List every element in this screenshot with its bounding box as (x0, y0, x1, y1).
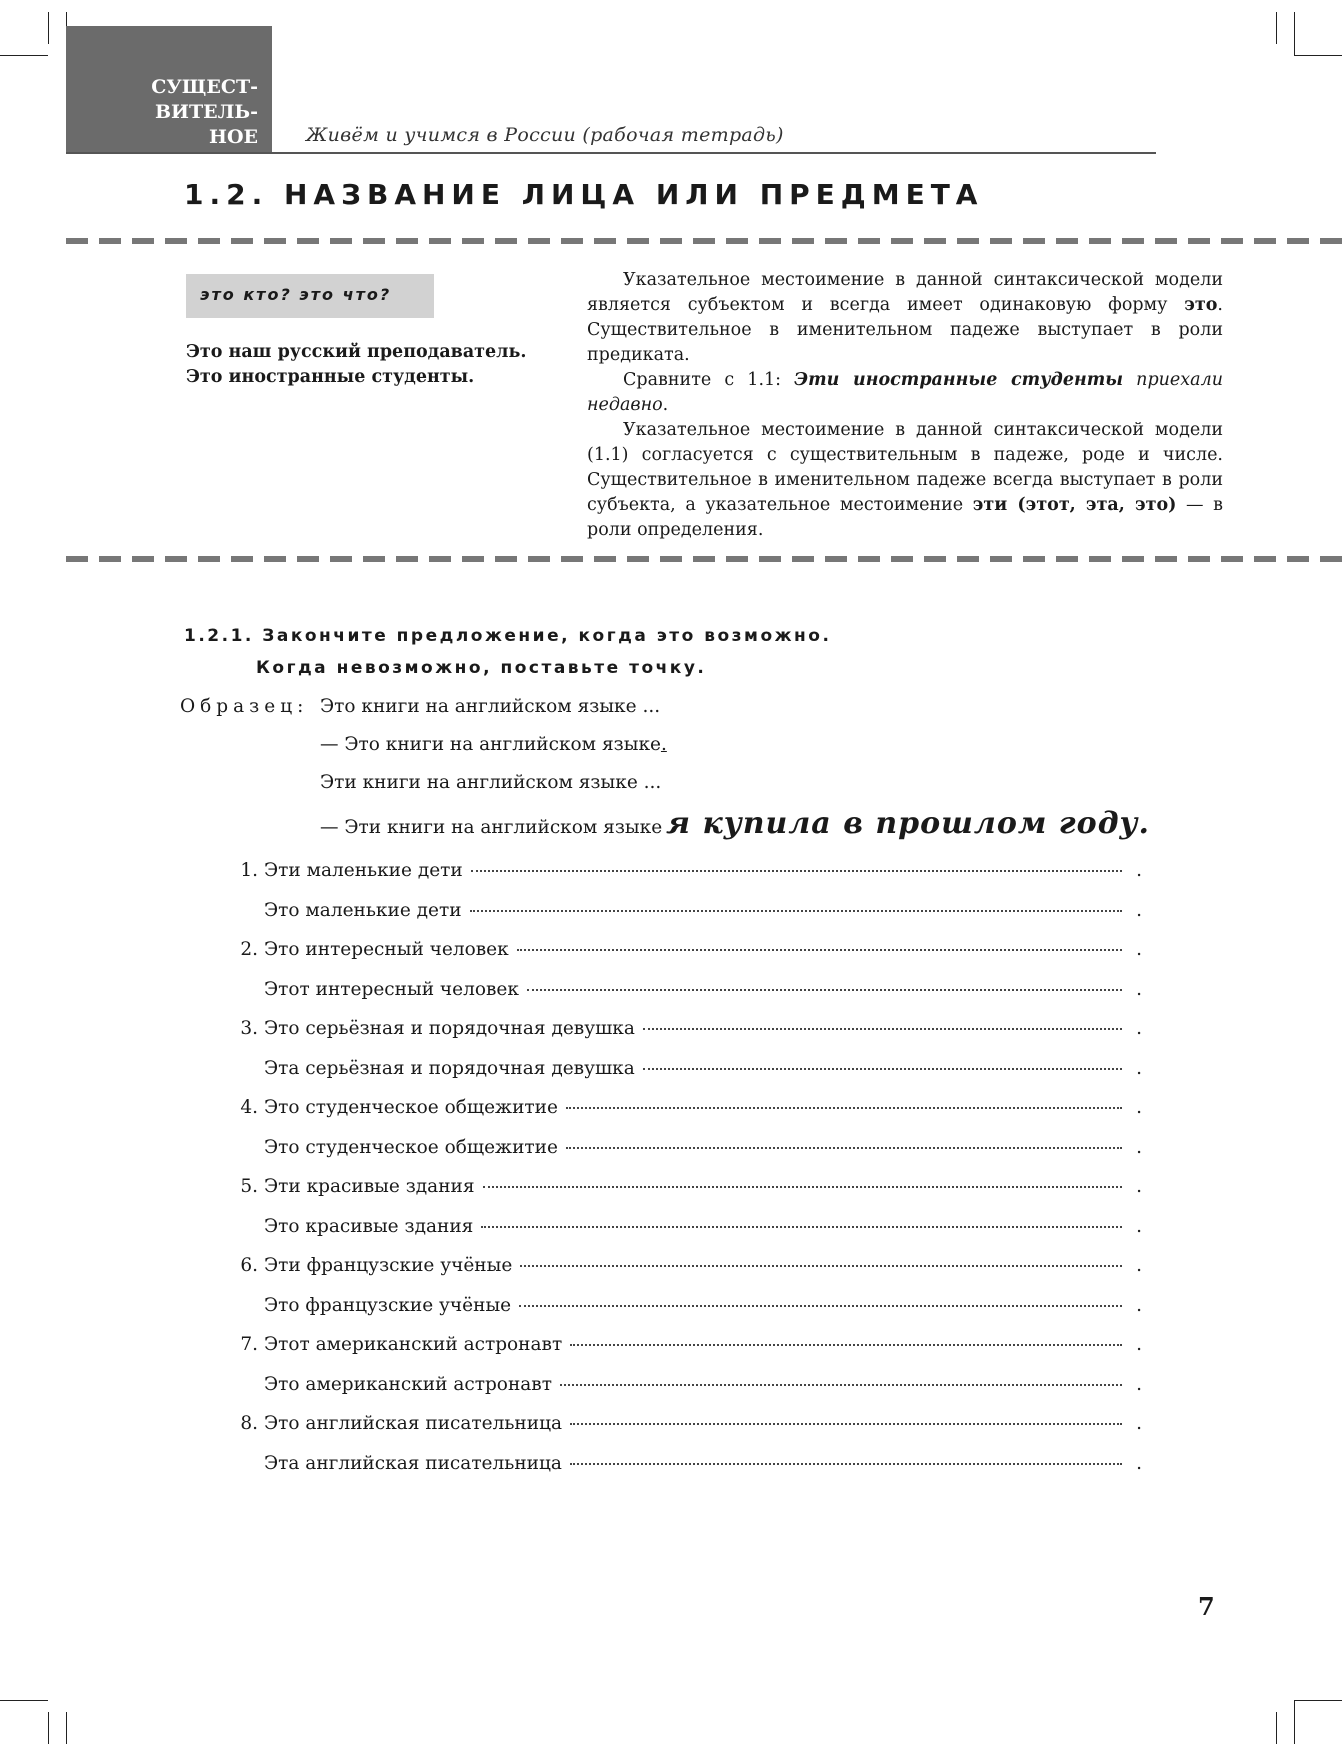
item-text: Эта английская писательница (264, 1452, 562, 1474)
exercise-item (200, 860, 1142, 881)
text-run: Сравните с 1.1: (623, 370, 795, 390)
chapter-tab-line: СУЩЕСТ- (151, 76, 258, 98)
text-run: — Это книги на английском языке (320, 734, 661, 755)
exercise-item (200, 1295, 1142, 1316)
exercise-item (200, 1374, 1142, 1395)
end-mark: . (1136, 860, 1142, 881)
text-run: это (1184, 295, 1218, 315)
item-text: Эта серьёзная и порядочная девушка (264, 1057, 635, 1079)
example-sentence: Это наш русский преподаватель. (186, 342, 527, 362)
exercise-item (200, 1097, 1142, 1118)
exercise-item (200, 1334, 1142, 1355)
item-text: Этот американский астронавт (264, 1334, 563, 1355)
text-run: Указательное местоимение в данной синтаксической модели (1.1) согласуется с существительным в падеже, роде и числе. Существительное в именительном падеже всегда выступает в роли субъекта, а указательное местоимение (587, 420, 1223, 515)
answer-blank[interactable] (471, 870, 1122, 872)
item-text: Эти красивые здания (264, 1176, 475, 1197)
end-mark: . (1136, 1413, 1142, 1434)
crop-mark (1276, 1712, 1277, 1744)
crop-mark (48, 1712, 49, 1744)
exercise-item (200, 1018, 1142, 1039)
answer-blank[interactable] (570, 1423, 1122, 1425)
crop-mark (1294, 1700, 1342, 1701)
answer-blank[interactable] (519, 1305, 1122, 1307)
answer-blank[interactable] (570, 1344, 1122, 1346)
crop-mark (0, 55, 48, 56)
answer-blank[interactable] (643, 1068, 1122, 1070)
exercise-item (200, 1453, 1142, 1474)
page-number: 7 (1198, 1592, 1215, 1621)
item-text: Это студенческое общежитие (264, 1136, 558, 1158)
item-number: 6. (240, 1255, 258, 1276)
item-text: Эти маленькие дети (264, 860, 463, 881)
exercise-item (200, 939, 1142, 960)
text-run: — в роли определения. (587, 495, 1223, 540)
crop-mark (0, 1700, 48, 1701)
item-number: 3. (240, 1018, 258, 1039)
exercise-item (200, 1413, 1142, 1434)
text-run: . Существительное в именительном падеже выступает в роли предиката. (587, 295, 1223, 365)
item-text: Это французские учёные (264, 1294, 512, 1316)
item-text: Эти французские учёные (264, 1255, 513, 1276)
chapter-tab-line: ВИТЕЛЬ- (155, 101, 258, 123)
end-mark: . (1136, 1136, 1142, 1158)
sample-sentence: Это книги на английском языке ... (320, 696, 661, 717)
end-mark: . (1136, 939, 1142, 960)
end-mark: . (1136, 1018, 1142, 1039)
answer-blank[interactable] (483, 1186, 1123, 1188)
item-text: Это серьёзная и порядочная девушка (264, 1018, 635, 1039)
item-text: Этот интересный человек (264, 978, 519, 1000)
end-mark: . (1136, 978, 1142, 1000)
crop-mark (1294, 55, 1342, 56)
item-number: 8. (240, 1413, 258, 1434)
text-run: Эти иностранные студенты (794, 370, 1124, 390)
sample-sentence: Эти книги на английском языке ... (320, 772, 662, 793)
sample-label: Образец: (180, 696, 309, 717)
answer-blank[interactable] (527, 989, 1122, 991)
chapter-tab-line: НОЕ (209, 126, 258, 148)
answer-blank[interactable] (560, 1384, 1122, 1386)
end-mark: . (1136, 1215, 1142, 1237)
item-text: Это красивые здания (264, 1215, 474, 1237)
sample-answer (320, 806, 1150, 841)
text-run: . (662, 395, 669, 415)
handwritten-answer: я купила в прошлом году. (666, 806, 1150, 841)
end-mark: . (1136, 1294, 1142, 1316)
explanation-text (587, 268, 1223, 543)
exercise-item (200, 900, 1142, 921)
chapter-tab-label (151, 75, 258, 150)
item-text: Это студенческое общежитие (264, 1097, 558, 1118)
exercise-item (200, 1176, 1142, 1197)
explanation-paragraph (587, 268, 1223, 368)
text-run: . (660, 734, 667, 755)
end-mark: . (1136, 1057, 1142, 1079)
item-text: Это английская писательница (264, 1413, 563, 1434)
crop-mark (66, 1712, 67, 1744)
exercise-item (200, 1058, 1142, 1079)
item-number: 5. (240, 1176, 258, 1197)
crop-mark (1294, 1700, 1295, 1744)
text-run: приехали недавно (587, 370, 1223, 415)
explanation-paragraph (587, 418, 1223, 543)
item-text: Это американский астронавт (264, 1373, 552, 1395)
answer-blank[interactable] (566, 1147, 1122, 1149)
crop-mark (1276, 12, 1277, 44)
exercise-item (200, 1255, 1142, 1276)
item-text: Это интересный человек (264, 939, 509, 960)
crop-mark (1294, 12, 1295, 56)
end-mark: . (1136, 1097, 1142, 1118)
exercise-item (200, 1137, 1142, 1158)
answer-blank[interactable] (520, 1265, 1122, 1267)
item-text: Это маленькие дети (264, 899, 462, 921)
answer-blank[interactable] (643, 1028, 1122, 1030)
item-number: 1. (240, 860, 258, 881)
header-rule (66, 152, 1156, 154)
end-mark: . (1136, 1334, 1142, 1355)
example-sentence: Это иностранные студенты. (186, 367, 475, 387)
answer-blank[interactable] (570, 1463, 1122, 1465)
crop-mark (48, 12, 49, 44)
pattern-label: это кто? это что? (200, 285, 392, 304)
exercise-item (200, 1216, 1142, 1237)
answer-blank[interactable] (517, 949, 1122, 951)
text-run: эти (этот, эта, это) (972, 495, 1177, 515)
item-number: 4. (240, 1097, 258, 1118)
chapter-tab (66, 26, 272, 152)
end-mark: . (1136, 899, 1142, 921)
dashed-divider (66, 556, 1342, 562)
dashed-divider (66, 238, 1342, 244)
item-number: 2. (240, 939, 258, 960)
explanation-paragraph (587, 368, 1223, 418)
text-run: Указательное местоимение в данной синтаксической модели является субъектом и всегда имеет одинаковую форму (587, 270, 1223, 315)
running-title: Живём и учимся в России (рабочая тетрадь) (306, 124, 784, 146)
pattern-box (186, 274, 434, 318)
end-mark: . (1136, 1373, 1142, 1395)
answer-blank[interactable] (481, 1226, 1122, 1228)
sample-answer (320, 734, 667, 755)
answer-blank[interactable] (470, 910, 1123, 912)
end-mark: . (1136, 1255, 1142, 1276)
pattern-examples (186, 340, 526, 390)
exercise-item (200, 979, 1142, 1000)
exercise-heading-line: 1.2.1. Закончите предложение, когда это возможно. (184, 626, 832, 646)
exercise-heading (184, 620, 831, 684)
end-mark: . (1136, 1176, 1142, 1197)
end-mark: . (1136, 1452, 1142, 1474)
exercise-heading-line: Когда невозможно, поставьте точку. (256, 658, 707, 678)
answer-blank[interactable] (566, 1107, 1122, 1109)
section-title: 1.2. НАЗВАНИЕ ЛИЦА ИЛИ ПРЕДМЕТА (184, 178, 984, 211)
text-run: — Эти книги на английском языке (320, 817, 663, 838)
item-number: 7. (240, 1334, 258, 1355)
